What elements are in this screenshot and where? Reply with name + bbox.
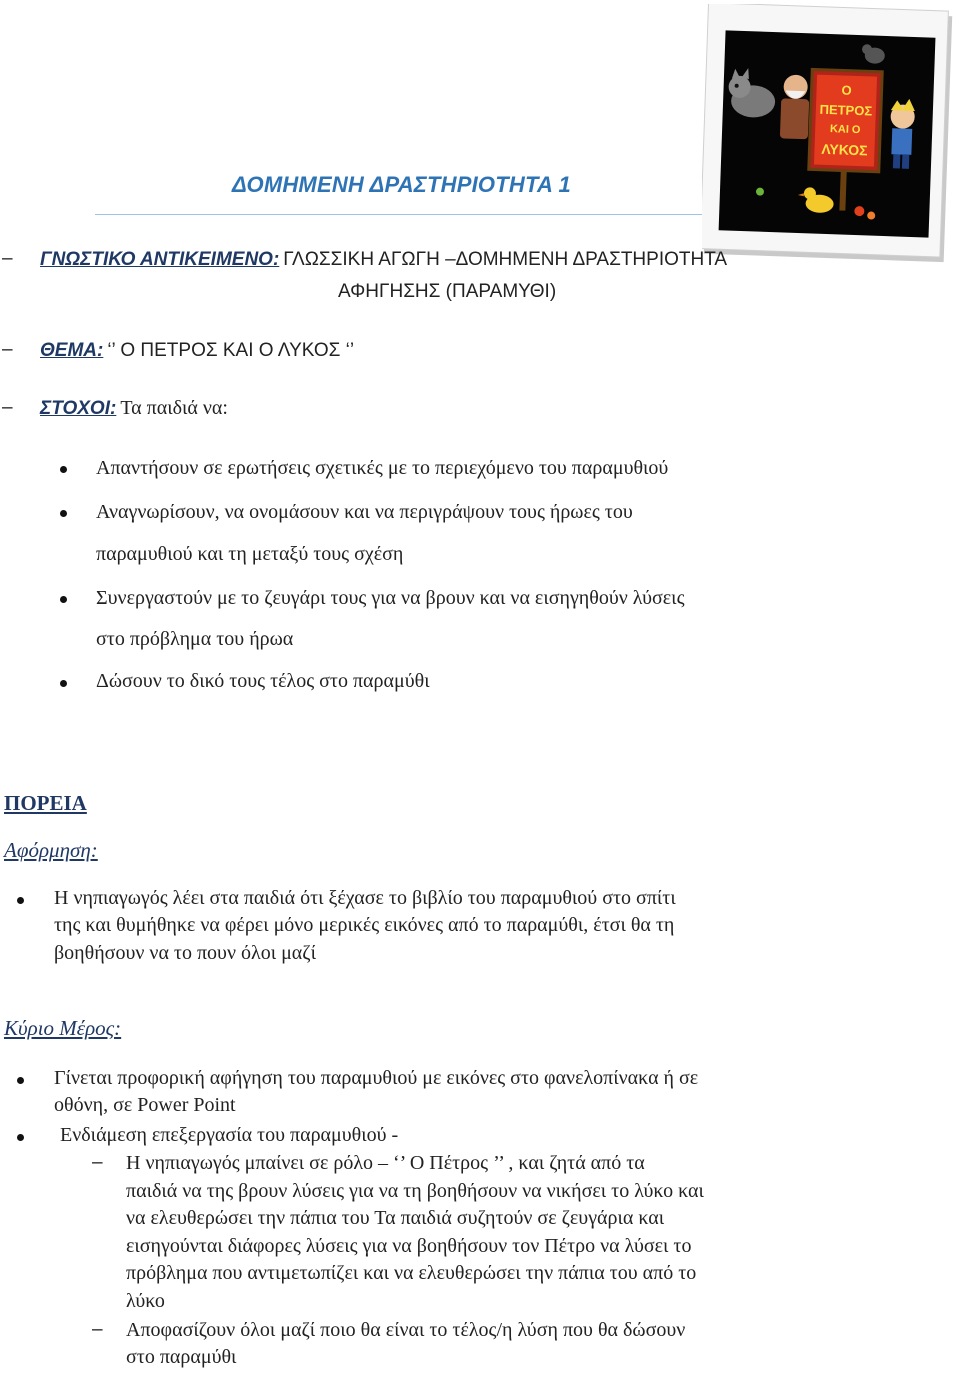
goal-item: Αναγνωρίσουν, να ονομάσουν και να περιγράψουν τους ήρωες του (96, 501, 633, 523)
svg-text:ΛΥΚΟΣ: ΛΥΚΟΣ (821, 140, 868, 159)
goal-item-continued: παραμυθιού και τη μεταξύ τους σχέση (96, 543, 404, 565)
goals-label: ΣΤΟΧΟΙ: (40, 398, 117, 419)
sub-item: στο παραμύθι (126, 1346, 237, 1368)
theme-row (40, 340, 354, 362)
bullet-dot (17, 1077, 24, 1084)
stimulus-heading: Αφόρμηση: (4, 838, 98, 862)
sub-item: παιδιά να της βρουν λύσεις για να τη βοηθήσουν να νικήσει το λύκο και (126, 1180, 704, 1202)
goal-item: Δώσουν το δικό τους τέλος στο παραμύθι (96, 670, 430, 692)
subject-row (40, 249, 727, 271)
bullet-dot (60, 466, 67, 473)
subject-value-continued: ΑΦΗΓΗΣΗΣ (ΠΑΡΑΜΥΘΙ) (338, 281, 557, 302)
stimulus-text: της και θυμήθηκε να φέρει μόνο μερικές εικόνες από το παραμύθι, έτσι θα τη (54, 914, 675, 936)
dash-marker: – (2, 397, 13, 418)
story-illustration (702, 4, 954, 266)
procedure-heading: ΠΟΡΕΙΑ (4, 791, 87, 815)
dash-marker: – (92, 1319, 103, 1340)
goals-intro: Τα παιδιά να: (120, 397, 228, 419)
dash-marker: – (2, 339, 13, 360)
goal-item-continued: στο πρόβλημα του ήρωα (96, 628, 294, 650)
sign-text: Ο (841, 82, 852, 98)
subject-label: ΓΝΩΣΤΙΚΟ ΑΝΤΙΚΕΙΜΕΝΟ: (40, 249, 280, 270)
stimulus-text: βοηθήσουν να το πουν όλοι μαζί (54, 942, 316, 964)
sub-item: εισηγούνται διάφορες λύσεις για να βοηθήσουν τον Πέτρο να λύσει το (126, 1235, 692, 1257)
bullet-dot (17, 1134, 24, 1141)
svg-text:ΚΑΙ Ο: ΚΑΙ Ο (829, 123, 861, 137)
sub-item: πρόβλημα που αντιμετωπίζει και να ελευθερώσει την πάπια του από το (126, 1262, 697, 1284)
sub-item: να ελευθερώσει την πάπια του Τα παιδιά συζητούν σε ζευγάρια και (126, 1207, 665, 1229)
sub-item: λύκο (126, 1290, 165, 1312)
dash-marker: – (92, 1152, 103, 1173)
title-underline (95, 214, 705, 215)
goal-item: Απαντήσουν σε ερωτήσεις σχετικές με το περιεχόμενο του παραμυθιού (96, 457, 669, 479)
svg-text:ΠΕΤΡΟΣ: ΠΕΤΡΟΣ (819, 101, 873, 119)
bullet-dot (60, 680, 67, 687)
main-item: Γίνεται προφορική αφήγηση του παραμυθιού με εικόνες στο φανελοπίνακα ή σε (54, 1067, 699, 1089)
theme-value: ‘’ Ο ΠΕΤΡΟΣ ΚΑΙ Ο ΛΥΚΟΣ ‘’ (107, 340, 355, 361)
goals-row (40, 397, 228, 420)
bullet-dot (60, 596, 67, 603)
goal-item: Συνεργαστούν με το ζευγάρι τους για να βρουν και να εισηγηθούν λύσεις (96, 587, 685, 609)
bullet-dot (60, 510, 67, 517)
sub-item: Αποφασίζουν όλοι μαζί ποιο θα είναι το τέλος/η λύση που θα δώσουν (126, 1319, 686, 1341)
stimulus-text: Η νηπιαγωγός λέει στα παιδιά ότι ξέχασε το βιβλίο του παραμυθιού στο σπίτι (54, 887, 676, 909)
sub-item: Η νηπιαγωγός μπαίνει σε ρόλο – ‘’ Ο Πέτρος ’’ , και ζητά από τα (126, 1152, 645, 1174)
dash-marker: – (2, 248, 13, 269)
subject-value: ΓΛΩΣΣΙΚΗ ΑΓΩΓΗ –ΔΟΜΗΜΕΝΗ ΔΡΑΣΤΗΡΙΟΤΗΤΑ (283, 249, 728, 270)
main-part-heading: Κύριο Μέρος: (4, 1016, 122, 1040)
theme-label: ΘΕΜΑ: (40, 340, 104, 361)
document-title: ΔΟΜΗΜΕΝΗ ΔΡΑΣΤΗΡΙΟΤΗΤΑ 1 (232, 172, 571, 197)
bullet-dot (17, 897, 24, 904)
main-item: οθόνη, σε Power Point (54, 1094, 236, 1116)
main-item: Ενδιάμεση επεξεργασία του παραμυθιού - (60, 1124, 399, 1146)
